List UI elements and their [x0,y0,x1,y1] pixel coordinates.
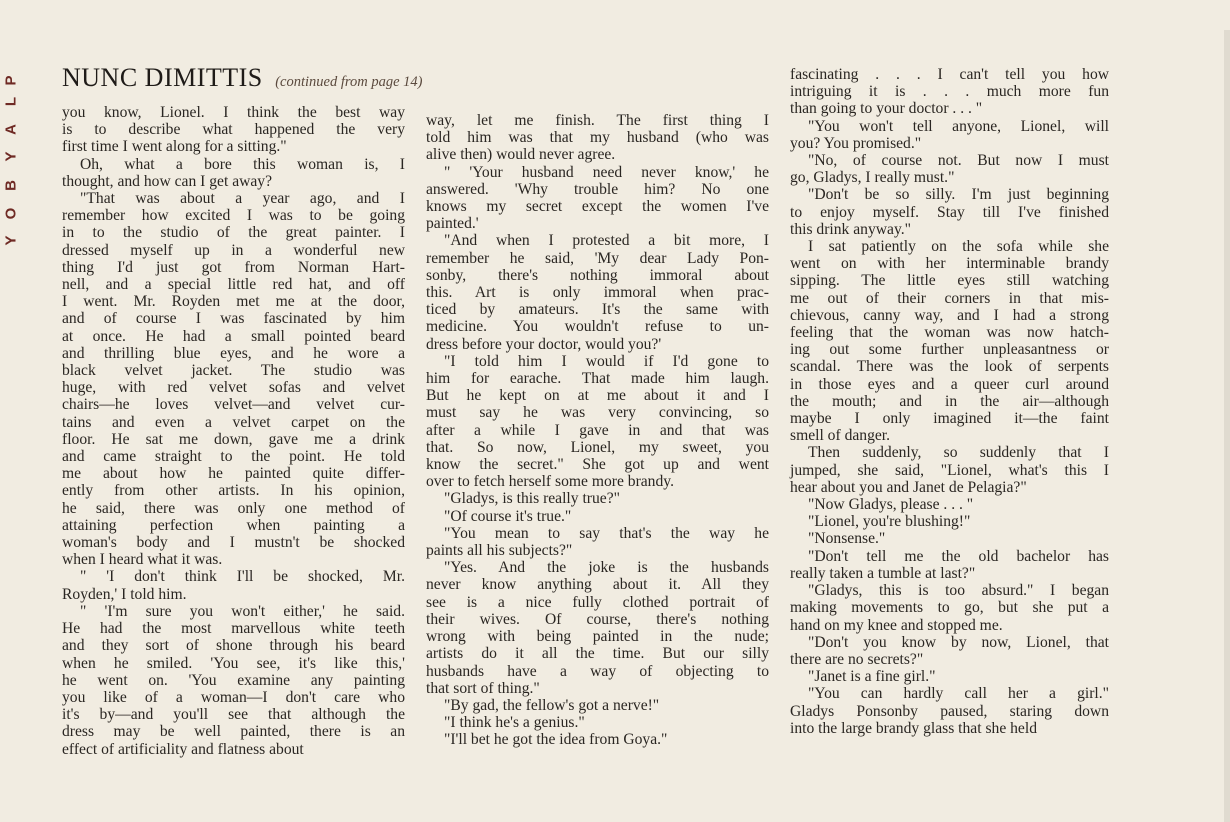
text-line: jumped, she said, "Lionel, what's this I [790,461,1109,479]
text-line: when he smiled. 'You see, it's like this,' [62,654,405,672]
text-line: maybe I only imagined it—the faint [790,410,1109,428]
text-line: remember how excited I was to be going [62,207,405,225]
text-column-3 [790,66,1109,737]
paragraph [426,490,769,507]
text-line: "Gladys, this is too absurd." I began [808,582,1109,600]
text-line: ently from other artists. In his opinion, [62,482,405,500]
text-line: this. Art is only immoral when prac- [426,284,769,302]
text-line: I sat patiently on the sofa while she [808,238,1109,256]
text-line: fascinating . . . I can't tell you how [790,66,1109,83]
magazine-spine-label [0,0,22,822]
text-line: me out of their corners in that mis- [790,289,1109,307]
text-line: "No, of course not. But now I must [808,152,1109,170]
text-line: nell, and a special little red hat, and off [62,276,405,294]
text-line: Royden,' I told him. [62,585,187,603]
text-line: "Don't tell me the old bachelor has [808,547,1109,565]
text-line: "Nonsense." [808,530,886,548]
text-line: alive then) would never agree. [426,146,616,164]
text-line: me about how he painted quite differ- [62,465,405,483]
text-line: paints all his subjects?" [426,542,573,560]
text-line: husbands have a way of objecting to [426,662,769,680]
text-line: answered. 'Why trouble him? No one [426,180,769,198]
text-line: " 'I don't think I'll be shocked, Mr. [80,568,405,586]
text-line: dress may be well painted, there is an [62,723,405,741]
paragraph [62,104,405,156]
text-line: wrong with being painted in the nude; [426,628,769,646]
paragraph [62,190,405,568]
paragraph [790,496,1109,513]
paragraph [426,559,769,697]
paragraph [790,634,1109,668]
text-line: you? You promised." [790,134,922,152]
paragraph [790,685,1109,737]
text-line: chairs—he loves velvet—and velvet cur- [62,396,405,414]
text-line: must say he was very convincing, so [426,404,769,422]
text-line: Oh, what a bore this woman is, I [80,155,405,173]
paragraph [790,152,1109,186]
text-line: the mouth; and in the air—although [790,392,1109,410]
paragraph [790,186,1109,238]
text-line: He had the most marvellous white teeth [62,620,405,638]
text-line: know the secret." She got up and went [426,456,769,474]
paragraph [790,530,1109,547]
paragraph [426,232,769,352]
text-line: Gladys Ponsonby paused, staring down [790,702,1109,720]
paragraph [426,731,769,748]
text-line: "Janet is a fine girl." [808,668,936,686]
text-line: painted.' [426,215,479,233]
text-line: told him was that my husband (who was [426,129,769,147]
text-line: floor. He sat me down, gave me a drink [62,430,405,448]
text-line: ing out some further unpleasantness or [790,341,1109,359]
text-line: and thrilling blue eyes, and he wore a [62,344,405,362]
spine-letter: L [2,96,20,107]
text-line: never know anything about it. All they [426,576,769,594]
text-line: over to fetch herself some more brandy. [426,473,674,491]
text-line: in those eyes and a queer curl around [790,375,1109,393]
text-line: him for earache. That made him laugh. [426,370,769,388]
paragraph [426,353,769,491]
paragraph [790,238,1109,444]
text-line: "I told him I would if I'd gone to [444,352,769,370]
paragraph [426,508,769,525]
text-line: at once. He had a small pointed beard [62,327,405,345]
text-line: you know, Lionel. I think the best way [62,104,405,121]
text-line: Then suddenly, so suddenly that I [808,444,1109,462]
paragraph [790,548,1109,582]
text-line: hear about you and Janet de Pelagia?" [790,478,1027,496]
text-line: this drink anyway." [790,220,911,238]
text-line: I went. Mr. Royden met me at the door, [62,293,405,311]
text-line: in to the studio of the great painter. I [62,224,405,242]
paragraph [790,118,1109,152]
text-line: went on with her interminable brandy [790,255,1109,273]
text-line: and of course I was fascinated by him [62,310,405,328]
text-line: than going to your doctor . . . " [790,100,983,118]
text-line: to enjoy myself. Stay till I've finished [790,203,1109,221]
text-line: "That was about a year ago, and I [80,190,405,208]
text-line: ticed by amateurs. It's the same with [426,301,769,319]
text-column-1 [62,104,405,758]
text-line: and came straight to the point. He told [62,448,405,466]
text-line: sipping. The little eyes still watching [790,272,1109,290]
spine-letter: O [2,207,20,220]
spine-letter: Y [2,235,20,246]
text-line: is to describe what happened the very [62,121,405,139]
text-line: that. So now, Lionel, my sweet, you [426,438,769,456]
text-line: "Now Gladys, please . . . " [808,496,974,514]
text-line: effect of artificiality and flatness about [62,740,304,758]
text-line: remember he said, 'My dear Lady Pon- [426,249,769,267]
text-line: "You mean to say that's the way he [444,524,769,542]
paragraph [790,582,1109,634]
text-line: "Gladys, is this really true?" [444,490,620,508]
paragraph [62,603,405,758]
text-line: scandal. There was the look of serpents [790,358,1109,376]
text-line: huge, with red velvet sofas and velvet [62,379,405,397]
text-line: feeling that the woman was now hatch- [790,324,1109,342]
text-line: "Don't be so silly. I'm just beginning [808,186,1109,204]
text-line: artists do it all the time. But our silly [426,645,769,663]
text-line: when I heard what it was. [62,551,223,569]
text-line: smell of danger. [790,427,891,445]
text-line: hand on my knee and stopped me. [790,616,1003,634]
text-column-2 [426,112,769,749]
text-line: it's by—and you'll see that although the [62,706,405,724]
text-line: dress before your doctor, would you?' [426,335,662,353]
text-line: thing I'd just got from Norman Hart- [62,258,405,276]
paragraph [426,112,769,164]
paragraph [790,513,1109,530]
text-line: "You won't tell anyone, Lionel, will [808,117,1109,135]
spine-letter: Y [2,151,20,162]
spine-letter: B [2,180,20,191]
text-line: their wives. Of course, there's nothing [426,610,769,628]
article-title: NUNC DIMITTIS [62,63,263,92]
text-line: "Of course it's true." [444,507,572,525]
text-line: after a while I gave in and that was [426,421,769,439]
text-line: But he kept on at me about it and I [426,387,769,405]
text-line: "Yes. And the joke is the husbands [444,559,769,577]
text-line: intriguing it is . . . much more fun [790,83,1109,101]
text-line: making movements to go, but she put a [790,599,1109,617]
continued-from-note: (continued from page 14) [275,74,423,90]
text-line: into the large brandy glass that she held [790,719,1037,737]
text-line: and they sort of shone through his beard [62,637,405,655]
text-line: knows my secret except the women I've [426,198,769,216]
text-line: " 'I'm sure you won't either,' he said. [80,602,405,620]
paragraph [426,525,769,559]
text-line: way, let me finish. The first thing I [426,112,769,129]
article-heading [62,63,422,93]
text-line: he said, there was only one method of [62,499,405,517]
text-line: "You can hardly call her a girl." [808,685,1109,703]
text-line: really taken a tumble at last?" [790,564,976,582]
paragraph [790,444,1109,496]
text-line: you like of a woman—I don't care who [62,688,405,706]
spine-letter: P [2,75,20,86]
paragraph [62,156,405,190]
text-line: that sort of thing." [426,679,540,697]
paragraph [790,668,1109,685]
page-edge [1224,30,1230,822]
text-line: first time I went along for a sitting." [62,138,287,156]
text-line: dressed myself up in a wonderful new [62,241,405,259]
text-line: woman's body and I mustn't be shocked [62,534,405,552]
text-line: attaining perfection when painting a [62,516,405,534]
text-line: chievous, canny way, and I had a strong [790,306,1109,324]
paragraph [426,164,769,233]
text-line: black velvet jacket. The studio was [62,362,405,380]
text-line: see is a nice fully clothed portrait of [426,593,769,611]
text-line: sonby, there's nothing immoral about [426,266,769,284]
text-line: "Lionel, you're blushing!" [808,513,971,531]
text-line: tains and even a velvet carpet on the [62,413,405,431]
text-line: he went on. 'You examine any painting [62,671,405,689]
text-line: " 'Your husband need never know,' he [444,163,769,181]
text-line: medicine. You wouldn't refuse to un- [426,318,769,336]
text-line: thought, and how can I get away? [62,172,273,190]
text-line: there are no secrets?" [790,650,924,668]
text-line: "By gad, the fellow's got a nerve!" [444,696,660,714]
text-line: "I think he's a genius." [444,714,585,732]
text-line: "I'll bet he got the idea from Goya." [444,731,668,749]
paragraph [426,714,769,731]
text-line: "And when I protested a bit more, I [444,232,769,250]
paragraph [790,66,1109,118]
text-line: go, Gladys, I really must." [790,169,955,187]
spine-letter: A [2,124,20,135]
paragraph [62,568,405,602]
text-line: "Don't you know by now, Lionel, that [808,633,1109,651]
paragraph [426,697,769,714]
